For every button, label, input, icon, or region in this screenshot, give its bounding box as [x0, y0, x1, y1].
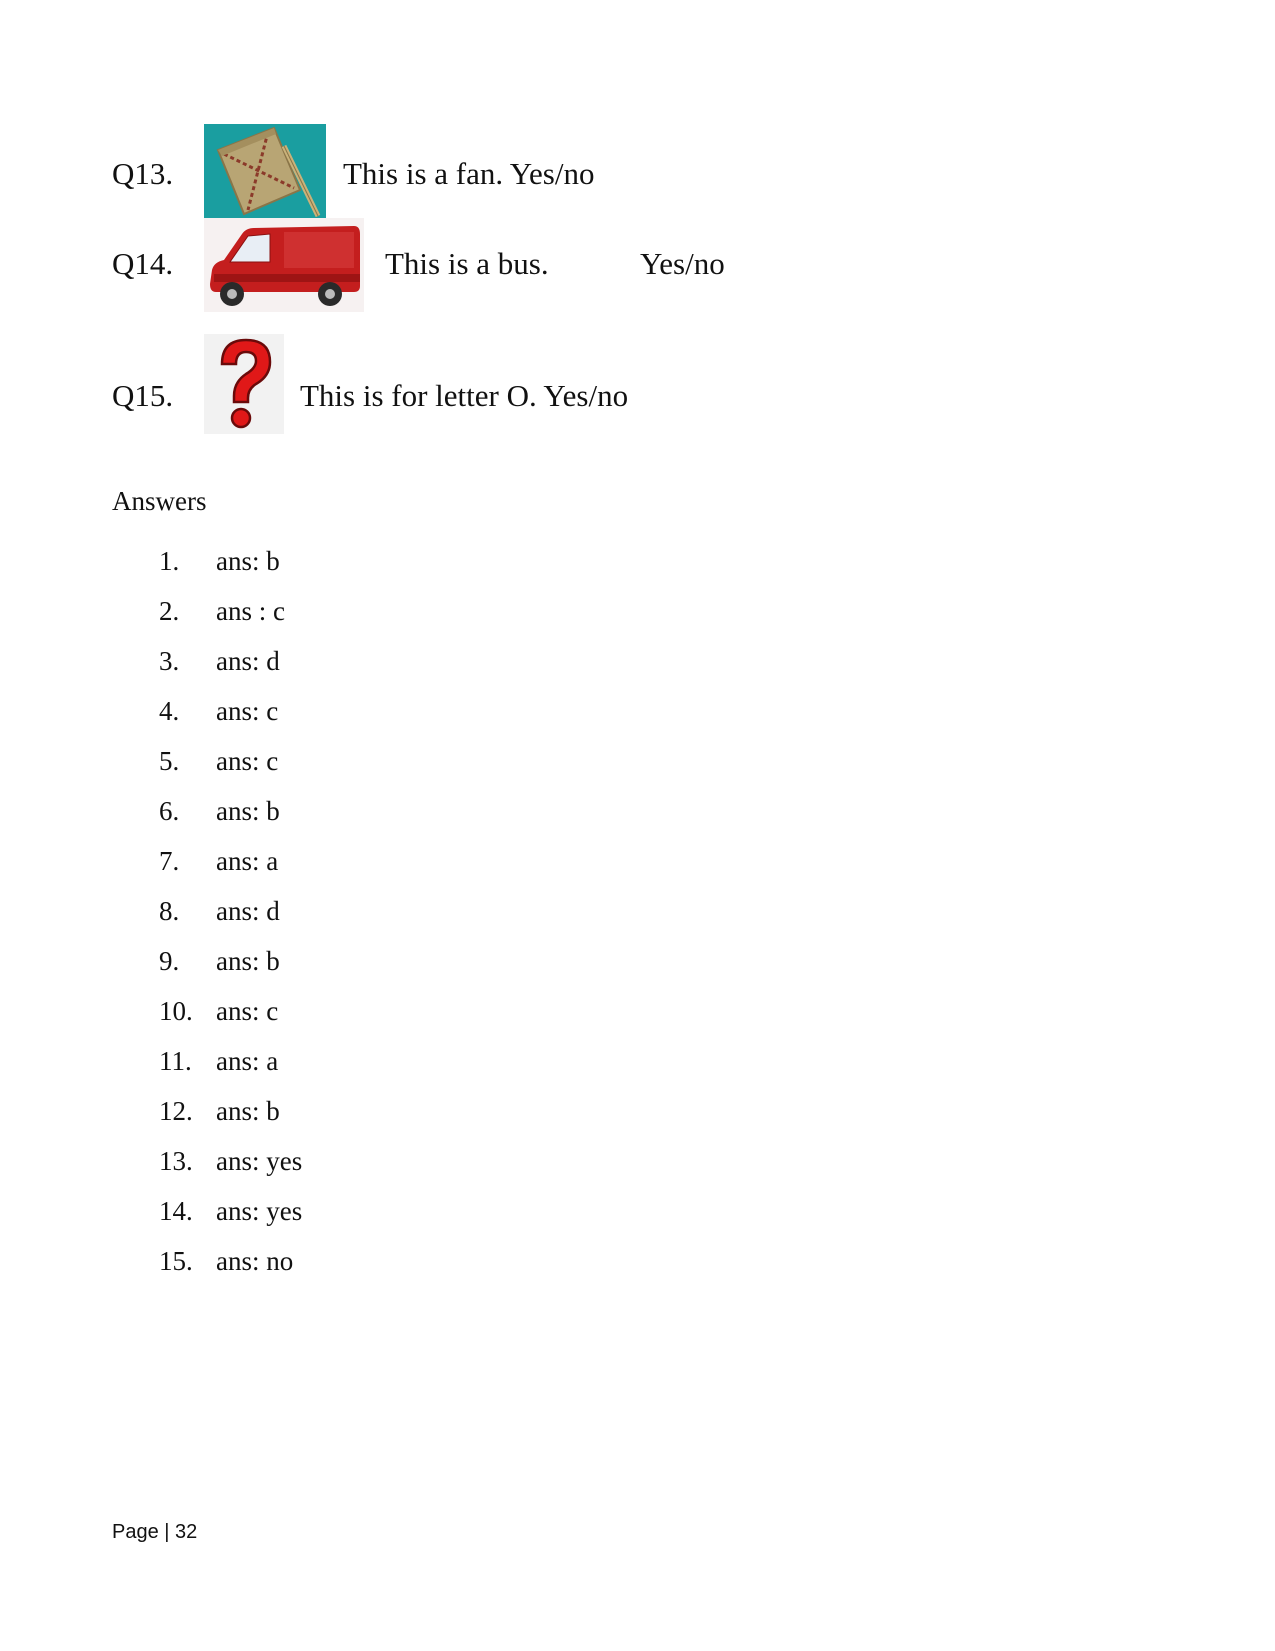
answer-number: 11. [159, 1046, 192, 1076]
van-picture [204, 218, 364, 312]
hand-fan-icon [204, 124, 326, 218]
answer-number: 14. [159, 1196, 193, 1226]
question-13-label: Q13. [112, 156, 174, 191]
answer-number: 2. [159, 596, 180, 626]
question-15-text: This is for letter O. Yes/no [300, 378, 629, 413]
answer-value: ans: b [216, 796, 280, 826]
answer-number: 8. [159, 896, 180, 926]
answer-number: 4. [159, 696, 180, 726]
page-number-footer: Page | 32 [112, 1521, 198, 1543]
red-van-icon [204, 218, 364, 312]
question-14-choice: Yes/no [640, 246, 725, 281]
question-15-label: Q15. [112, 378, 174, 413]
answer-number: 12. [159, 1096, 193, 1126]
answer-number: 5. [159, 746, 180, 776]
answer-value: ans: d [216, 646, 280, 676]
question-14-label: Q14. [112, 246, 174, 281]
answer-value: ans: a [216, 846, 279, 876]
answer-value: ans: c [216, 996, 279, 1026]
answer-value: ans: yes [216, 1196, 303, 1226]
answer-value: ans: a [216, 1046, 279, 1076]
answer-value: ans: c [216, 746, 279, 776]
answer-number: 9. [159, 946, 180, 976]
answer-value: ans: yes [216, 1146, 303, 1176]
question-13-text: This is a fan. Yes/no [343, 156, 595, 191]
answer-value: ans: c [216, 696, 279, 726]
answer-value: ans: b [216, 1096, 280, 1126]
answer-number: 3. [159, 646, 180, 676]
answer-value: ans: d [216, 896, 280, 926]
answer-value: ans : c [216, 596, 285, 626]
fan-picture [204, 124, 326, 218]
question-mark-picture [204, 334, 284, 434]
answer-value: ans: no [216, 1246, 294, 1276]
answer-number: 6. [159, 796, 180, 826]
question-mark-icon [204, 334, 284, 434]
answers-heading: Answers [112, 486, 207, 516]
answer-number: 1. [159, 546, 180, 576]
answer-number: 15. [159, 1246, 193, 1276]
answer-number: 13. [159, 1146, 193, 1176]
answer-value: ans: b [216, 546, 280, 576]
answer-number: 10. [159, 996, 193, 1026]
answer-value: ans: b [216, 946, 280, 976]
question-14-text: This is a bus. [385, 246, 549, 281]
answer-number: 7. [159, 846, 180, 876]
